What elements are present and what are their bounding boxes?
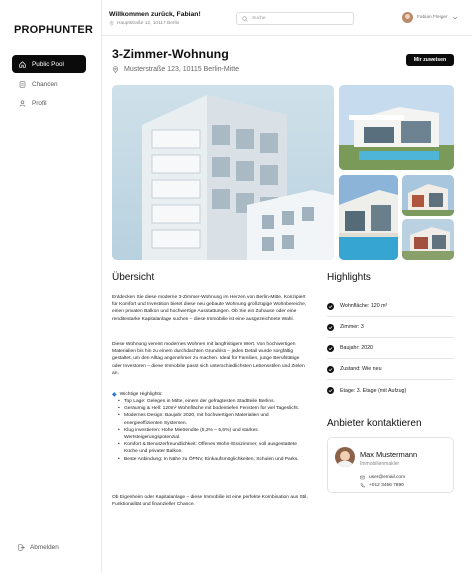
contact-phone-link[interactable]: +012 3456 7890 <box>360 483 404 488</box>
search-placeholder: Suche <box>252 16 266 21</box>
logout-label: Abmelden <box>30 544 59 551</box>
check-circle-icon <box>327 366 334 373</box>
list-item: • Beste Anbindung: In Nähe zu ÖPNV, Einkaufsmöglichkeiten, Schulen und Parks. <box>118 456 308 463</box>
sidebar-item-profil[interactable] <box>12 94 86 112</box>
diamond-icon: ◆ <box>112 392 117 398</box>
list-item: • Geräumig & Hell: 120m² Wohnfläche mit bodentiefen Fenstern für viel Tageslicht. <box>118 405 308 412</box>
location-pin-icon <box>112 66 119 73</box>
user-menu[interactable] <box>402 12 458 23</box>
contact-role: Immobilienmakler <box>360 461 400 467</box>
avatar <box>402 12 413 23</box>
sidebar-item-label: Public Pool <box>32 60 64 68</box>
page-title: 3-Zimmer-Wohnung <box>112 47 229 61</box>
property-image-5[interactable] <box>402 219 454 260</box>
property-image-2[interactable] <box>339 85 454 170</box>
overview-heading: Übersicht <box>112 272 155 283</box>
property-image-4[interactable] <box>402 175 454 216</box>
list-item: • Klug investieren: Hohe Mietrendite (5,2% – 5,6%) und starkes Wertsteigerungspotenzial. <box>118 427 308 441</box>
highlights-heading: Highlights <box>327 272 371 283</box>
highlight-item: Baujahr: 2020 <box>327 338 454 359</box>
contact-heading: Anbieter kontaktieren <box>327 418 422 429</box>
highlights-list <box>327 296 454 401</box>
sidebar-item-label: Profil <box>32 99 47 107</box>
main-property-image[interactable] <box>112 85 334 260</box>
list-item: • Modernes Design: Baujahr 2020, mit hochwertigen Materialien und energieeffizienten Systemen. <box>118 412 308 426</box>
list-item: • Komfort & Benutzerfreundlichkeit: Offenes Wohn-/Esszimmer, voll ausgestattete Küche und privater Balkon. <box>118 441 308 455</box>
assign-button[interactable]: Mir zuweisen <box>406 54 454 66</box>
sidebar <box>0 0 102 573</box>
overview-paragraph-2: Diese Wohnung vereint modernes Wohnen mit langfristigem Wert. Von hochwertigen Materialien bis hin zu einem durchdachten Grundriss – jedes Detail wurde sorgfältig gestaltet, um den Alltag angenehmer zu machen. Ideal für Familien, junge Berufstätige oder Investoren – diese Immobilie passt sich unterschiedlichsten Lebensstilen und Zielen an. <box>112 342 305 376</box>
sidebar-item-label: Chancen <box>32 80 58 88</box>
contact-name: Max Mustermann <box>360 450 418 459</box>
contact-email-link[interactable]: user@email.com <box>360 475 405 480</box>
avatar <box>335 447 355 467</box>
key-highlights-list <box>118 398 308 463</box>
welcome-text: Willkommen zurück, Fabian! <box>109 11 201 18</box>
overview-paragraph-3: Ob Eigenheim oder Kapitalanlage – diese Immobilie ist eine perfekte Kombination aus Stil, Funktionalität und finanzieller Chance. <box>112 495 308 508</box>
location-pin-icon <box>109 21 114 26</box>
check-circle-icon <box>327 345 334 352</box>
logout-icon <box>18 544 25 551</box>
list-item: • Top Lage: Gelegen in Mitte, einem der gefragtesten Stadtteile Berlins. <box>118 398 308 405</box>
user-name: Fabian Fleiger <box>417 15 448 20</box>
overview-paragraph-1: Entdecken Sie diese moderne 3-Zimmer-Wohnung im Herzen von Berlin-Mitte. Konzipiert für Komfort und Investition bietet diese neu gebaute Wohnung großzügige Wohnbereiche, einen privaten Balkon und hochwertige Ausstattungen. Ob Sie ein Zuhause oder eine renditestarke Kapitalanlage suchen – diese Immobilie ist eine ausgezeichnete Wahl. <box>112 295 307 322</box>
user-icon <box>19 100 26 107</box>
highlight-item: Etage: 3. Etage (mit Aufzug) <box>327 380 454 401</box>
listing-address: Musterstraße 123, 10115 Berlin-Mitte <box>112 66 239 73</box>
logout-button[interactable] <box>18 544 59 551</box>
highlight-item: Zimmer: 3 <box>327 317 454 338</box>
mail-icon <box>360 475 365 480</box>
search-input[interactable] <box>236 12 354 25</box>
phone-icon <box>360 483 365 488</box>
topbar-address: Hauptstraße 12, 10117 Berlin <box>109 21 179 26</box>
top-bar <box>102 0 472 36</box>
highlight-item: Zustand: Wie neu <box>327 359 454 380</box>
contact-card <box>327 437 454 493</box>
check-circle-icon <box>327 303 334 310</box>
check-circle-icon <box>327 387 334 394</box>
sidebar-item-chancen[interactable] <box>12 75 86 93</box>
logo: PROPHUNTER <box>14 24 94 36</box>
key-highlights-heading: ◆ Wichtige Highlights: <box>112 392 163 398</box>
sidebar-item-public-pool[interactable] <box>12 55 86 73</box>
home-icon <box>19 61 26 68</box>
search-icon <box>242 16 248 22</box>
chevron-down-icon <box>452 15 458 21</box>
highlight-item: Wohnfläche: 120 m² <box>327 296 454 317</box>
document-icon <box>19 81 26 88</box>
property-image-3[interactable] <box>339 175 398 260</box>
check-circle-icon <box>327 324 334 331</box>
